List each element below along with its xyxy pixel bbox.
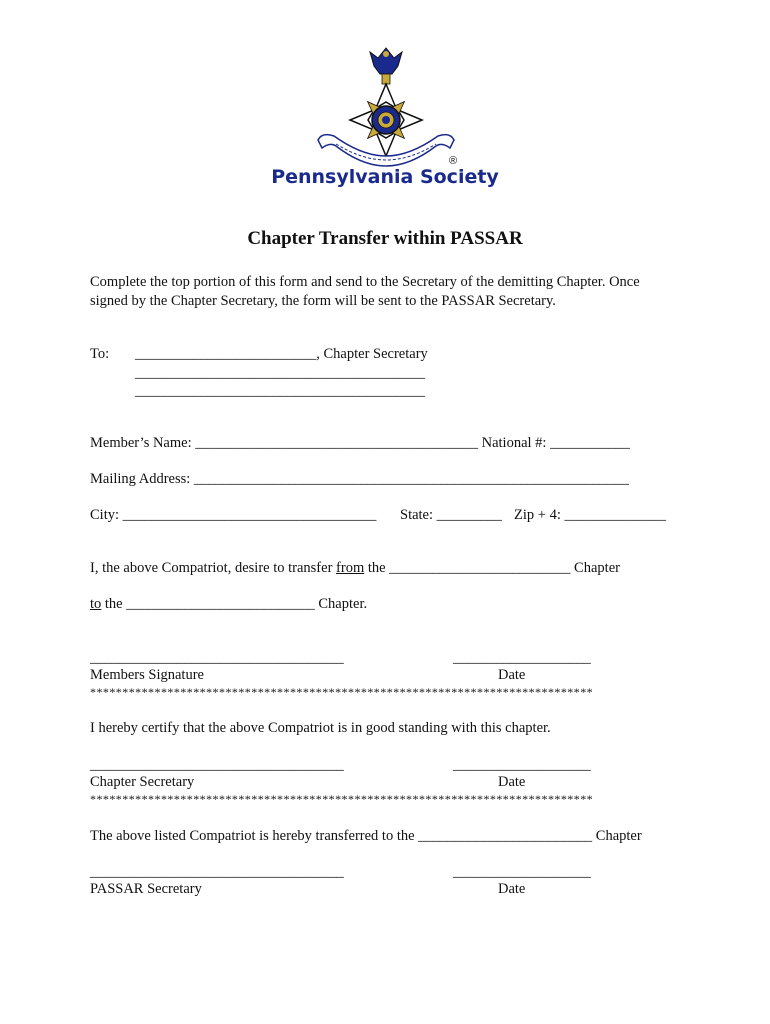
section-separator-2: ******************************************************************************	[90, 792, 594, 806]
to-address-line-2[interactable]: ________________________________________	[135, 383, 425, 399]
members-signature-label: Members Signature	[90, 667, 204, 683]
state-field[interactable]: State: _________	[400, 507, 502, 523]
member-name-national-field[interactable]: Member’s Name: _______________________________________ National #: ___________	[90, 435, 630, 451]
members-date-blank[interactable]: ___________________	[453, 650, 591, 666]
transfer-prefix: I, the above Compatriot, desire to transfer	[90, 560, 337, 576]
form-title: Chapter Transfer within PASSAR	[247, 228, 523, 249]
to-chapter-suffix: the __________________________ Chapter.	[101, 596, 368, 612]
members-signature-blank[interactable]: ___________________________________	[90, 650, 344, 666]
passar-secretary-date-label: Date	[498, 881, 526, 897]
registered-mark: ®	[449, 155, 458, 167]
instructions-paragraph: Complete the top portion of this form and send to the Secretary of the demitting Chapter. Once signed by the Chapter Secretary, the form will be sent to the PASSAR Secretary.	[90, 274, 640, 309]
to-secretary-line[interactable]: _________________________, Chapter Secretary	[135, 346, 428, 362]
transfer-from-statement[interactable]	[90, 560, 620, 577]
chapter-secretary-signature-blank[interactable]: ___________________________________	[90, 757, 344, 773]
sar-insignia-logo	[312, 44, 460, 170]
society-name: Pennsylvania Society	[271, 166, 499, 188]
passar-secretary-label: PASSAR Secretary	[90, 881, 202, 897]
to-address-line-1[interactable]: ________________________________________	[135, 365, 425, 381]
zip-field[interactable]: Zip + 4: ______________	[514, 507, 666, 523]
transfer-to-statement[interactable]	[90, 596, 367, 613]
to-label: To:	[90, 346, 110, 362]
transferred-statement[interactable]: The above listed Compatriot is hereby transferred to the ________________________ Chapter	[90, 828, 642, 844]
members-date-label: Date	[498, 667, 526, 683]
from-word: from	[336, 560, 365, 576]
certify-statement: I hereby certify that the above Compatriot is in good standing with this chapter.	[90, 720, 551, 736]
city-field[interactable]: City: ___________________________________	[90, 507, 377, 523]
section-separator-1: ******************************************************************************	[90, 685, 594, 699]
chapter-secretary-date-blank[interactable]: ___________________	[453, 757, 591, 773]
to-word: to	[90, 596, 102, 612]
chapter-secretary-date-label: Date	[498, 774, 526, 790]
transfer-suffix: the _________________________ Chapter	[364, 560, 620, 576]
passar-secretary-date-blank[interactable]: ___________________	[453, 864, 591, 880]
chapter-secretary-label: Chapter Secretary	[90, 774, 195, 790]
mailing-address-field[interactable]: Mailing Address: ____________________________________________________________	[90, 471, 629, 487]
passar-secretary-signature-blank[interactable]: ___________________________________	[90, 864, 344, 880]
